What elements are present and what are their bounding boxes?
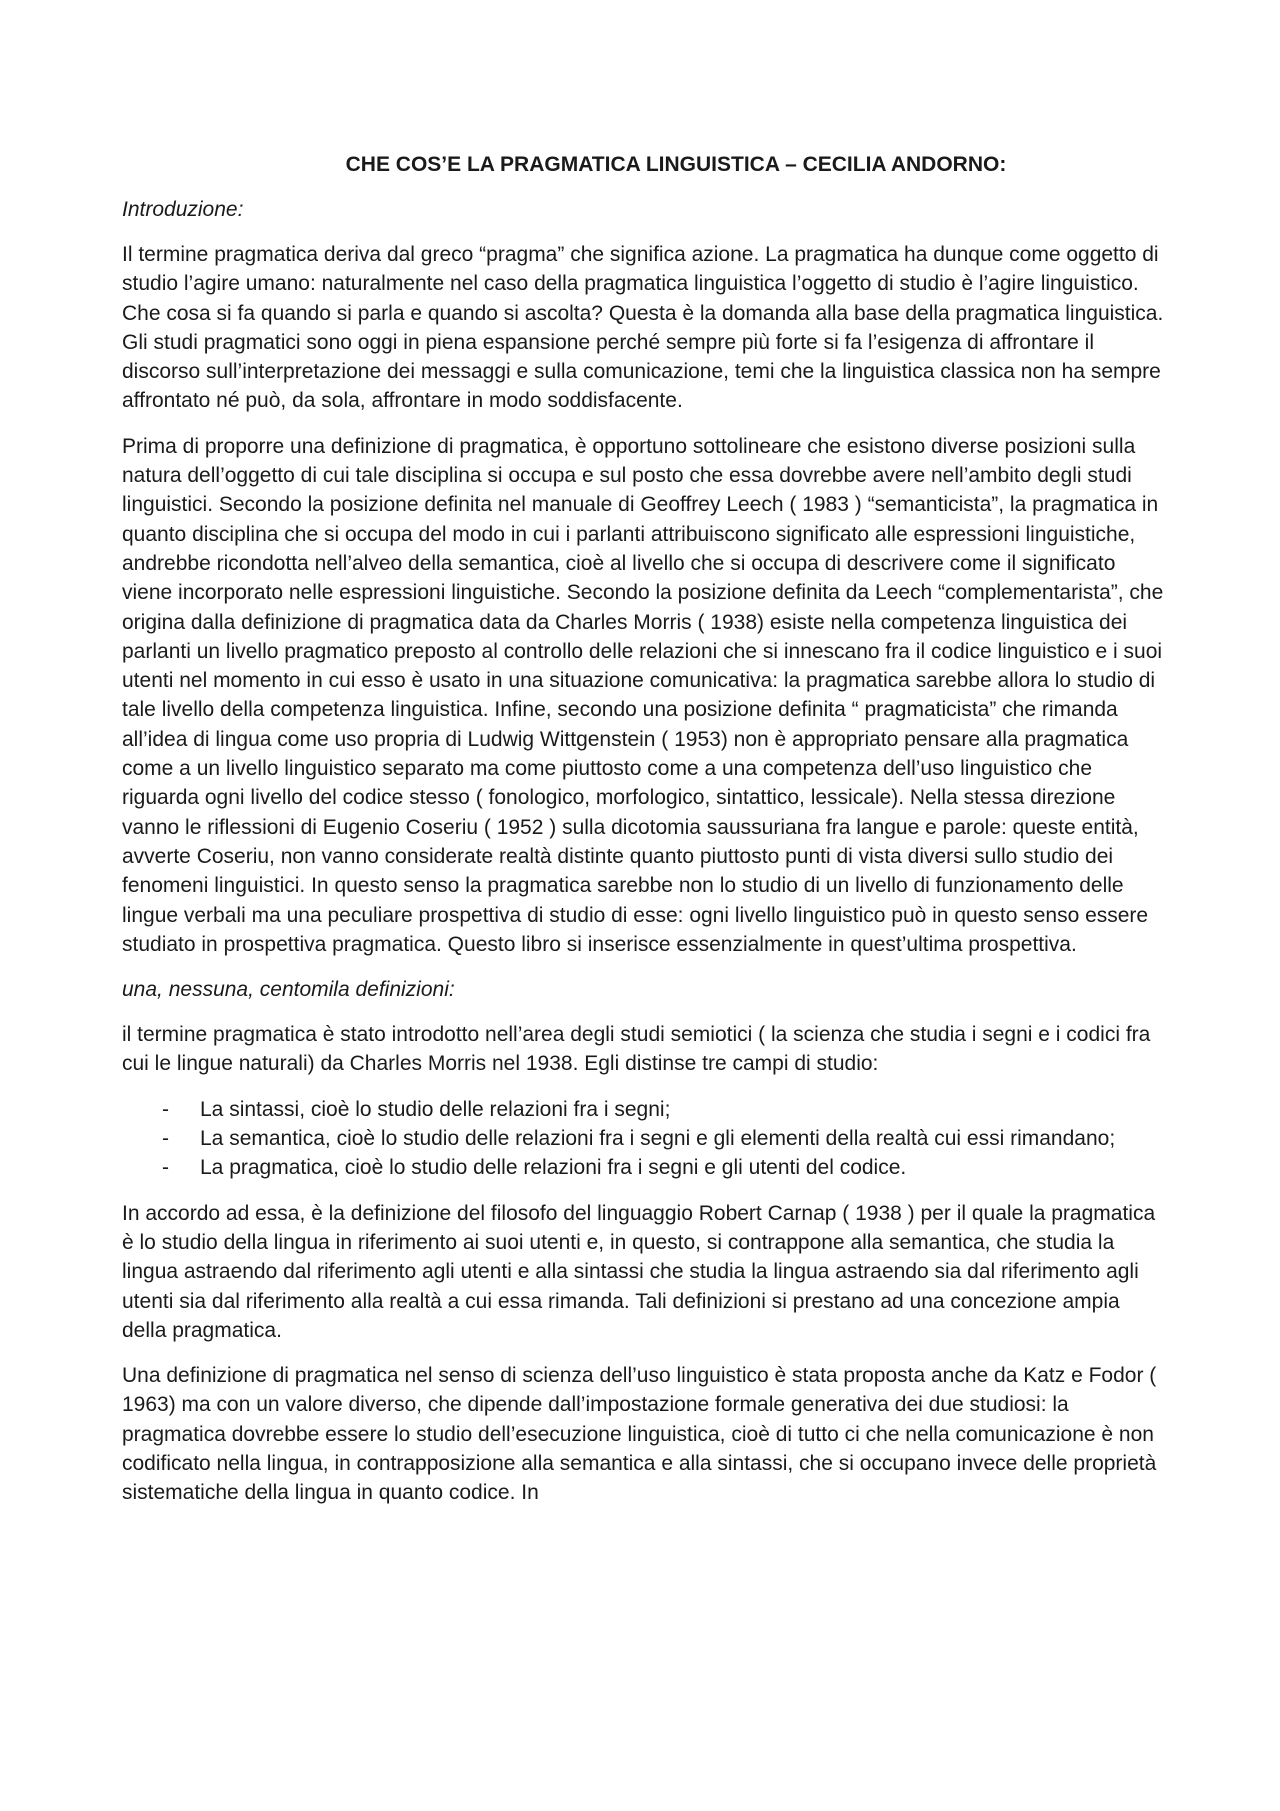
list-bullet: - <box>162 1156 169 1180</box>
study-fields-list <box>122 1095 1168 1183</box>
list-bullet: - <box>162 1097 169 1121</box>
list-bullet: - <box>162 1127 169 1151</box>
document-page <box>122 150 1168 1508</box>
paragraph: il termine pragmatica è stato introdotto nell’area degli studi semiotici ( la scienza che studia i segni e i codici fra cui le lingue naturali) da Charles Morris nel 1938. Egli distinse tre campi di studio: <box>122 1023 1151 1076</box>
paragraph: Una definizione di pragmatica nel senso di scienza dell’uso linguistico è stata proposta anche da Katz e Fodor ( 1963) ma con un valore diverso, che dipende dall’impostazione formale generativa dei due studiosi: la pragmatica dovrebbe essere lo studio dell’esecuzione linguistica, cioè di tutto ci che nella comunicazione è non codificato nella lingua, in contrapposizione alla semantica e alla sintassi, che si occupano invece delle proprietà sistematiche della lingua in quanto codice. In <box>122 1364 1157 1505</box>
list-item-text: La sintassi, cioè lo studio delle relazioni fra i segni; <box>200 1097 671 1121</box>
list-item-text: La pragmatica, cioè lo studio delle relazioni fra i segni e gli utenti del codice. <box>200 1156 907 1180</box>
section-heading-definizioni: una, nessuna, centomila definizioni: <box>122 978 455 1002</box>
list-item <box>122 1124 1168 1153</box>
paragraph: Il termine pragmatica deriva dal greco “pragma” che significa azione. La pragmatica ha dunque come oggetto di studio l’agire umano: naturalmente nel caso della pragmatica linguistica l’oggetto di studio è l’agire linguistico. Che cosa si fa quando si parla e quando si ascolta? Questa è la domanda alla base della pragmatica linguistica. Gli studi pragmatici sono oggi in piena espansione perché sempre più forte si fa l’esigenza di affrontare il discorso sull’interpretazione dei messaggi e sulla comunicazione, temi che la linguistica classica non ha sempre affrontato né può, da sola, affrontare in modo soddisfacente. <box>122 243 1164 413</box>
section-heading-introduzione: Introduzione: <box>122 198 244 221</box>
list-item <box>122 1153 1168 1182</box>
paragraph: In accordo ad essa, è la definizione del filosofo del linguaggio Robert Carnap ( 1938 ) per il quale la pragmatica è lo studio della lingua in riferimento ai suoi utenti e, in questo, si contrappone alla semantica, che studia la lingua astraendo dal riferimento agli utenti e alla sintassi che studia la lingua astraendo sia dal riferimento agli utenti sia dal riferimento alla realtà a cui essa rimanda. Tali definizioni si prestano ad una concezione ampia della pragmatica. <box>122 1201 1156 1342</box>
list-item <box>122 1095 1168 1124</box>
list-item-text: La semantica, cioè lo studio delle relazioni fra i segni e gli elementi della realtà cui essi rimandano; <box>200 1127 1116 1151</box>
document-title: CHE COS’E LA PRAGMATICA LINGUISTICA – CECILIA ANDORNO: <box>345 153 1007 176</box>
paragraph: Prima di proporre una definizione di pragmatica, è opportuno sottolineare che esistono diverse posizioni sulla natura dell’oggetto di cui tale disciplina si occupa e sul posto che essa dovrebbe avere nell’ambito degli studi linguistici. Secondo la posizione definita nel manuale di Geoffrey Leech ( 1983 ) “semanticista”, la pragmatica in quanto disciplina che si occupa del modo in cui i parlanti attribuiscono significato alle espressioni linguistiche, andrebbe ricondotta nell’alveo della semantica, cioè al livello che si occupa di descrivere come il significato viene incorporato nelle espressioni linguistiche. Secondo la posizione definita da Leech “complementarista”, che origina dalla definizione di pragmatica data da Charles Morris ( 1938) esiste nella competenza linguistica dei parlanti un livello pragmatico preposto al controllo delle relazioni che si innescano fra il codice linguistico e i suoi utenti nel momento in cui esso è usato in una situazione comunicativa: la pragmatica sarebbe allora lo studio di tale livello della competenza linguistica. Infine, secondo una posizione definita “ pragmaticista” che rimanda all’idea di lingua come uso propria di Ludwig Wittgenstein ( 1953) non è appropriato pensare alla pragmatica come a un livello linguistico separato ma come piuttosto come a una competenza dell’uso linguistico che riguarda ogni livello del codice stesso ( fonologico, morfologico, sintattico, lessicale). Nella stessa direzione vanno le riflessioni di Eugenio Coseriu ( 1952 ) sulla dicotomia saussuriana fra langue e parole: queste entità, avverte Coseriu, non vanno considerate realtà distinte quanto piuttosto punti di vista diversi sullo studio dei fenomeni linguistici. In questo senso la pragmatica sarebbe non lo studio di un livello di funzionamento delle lingue verbali ma una peculiare prospettiva di studio di esse: ogni livello linguistico può in questo senso essere studiato in prospettiva pragmatica. Questo libro si inserisce essenzialmente in quest’ultima prospettiva. <box>122 434 1164 956</box>
